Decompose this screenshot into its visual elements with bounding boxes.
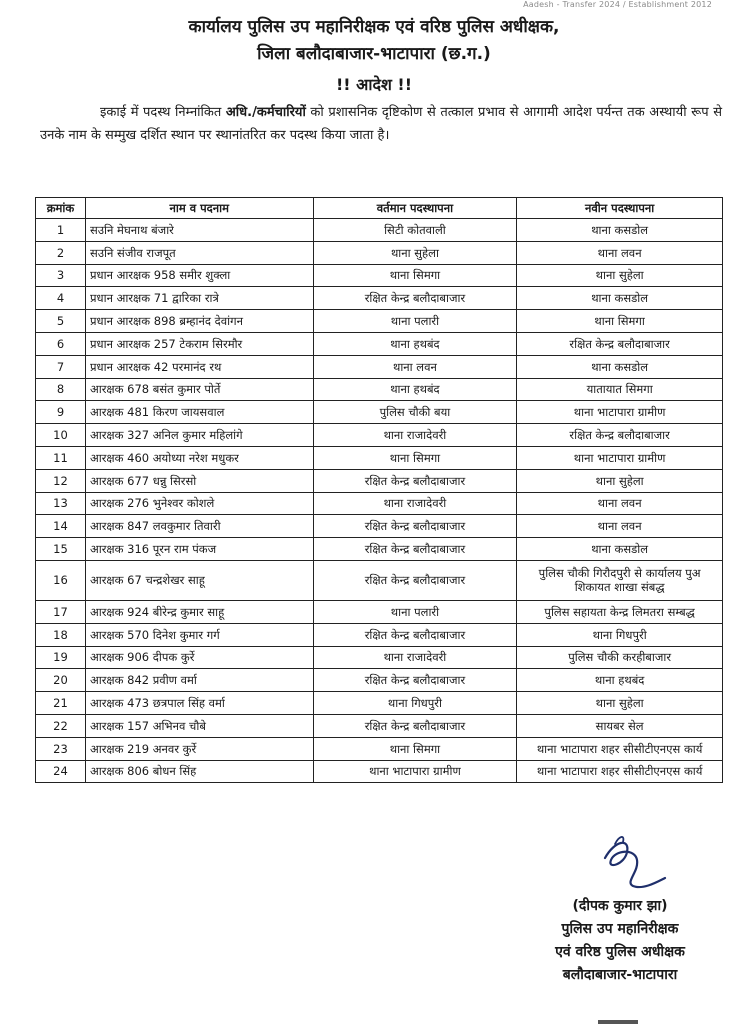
table-row: [36, 515, 723, 538]
name-cell: आरक्षक 67 चन्द्रशेखर साहू: [85, 560, 313, 600]
serial-cell: 5: [36, 310, 86, 333]
table-row: [36, 355, 723, 378]
name-cell: आरक्षक 327 अनिल कुमार महिलांगे: [85, 424, 313, 447]
serial-cell: 12: [36, 469, 86, 492]
name-cell: आरक्षक 678 बसंत कुमार पोर्ते: [85, 378, 313, 401]
table-row: [36, 241, 723, 264]
name-cell: आरक्षक 570 दिनेश कुमार गर्ग: [85, 623, 313, 646]
table-row: [36, 332, 723, 355]
new-posting-cell: सायबर सेल: [517, 714, 723, 737]
transfer-table: [35, 197, 723, 783]
signatory-place: बलौदाबाजार-भाटापारा: [562, 967, 678, 983]
name-cell: आरक्षक 316 पूरन राम पंकज: [85, 538, 313, 561]
order-title: !! आदेश !!: [335, 75, 413, 94]
new-posting-cell: थाना सुहेला: [517, 469, 723, 492]
table-row: [36, 310, 723, 333]
serial-cell: 13: [36, 492, 86, 515]
new-posting-cell: थाना कसडोल: [517, 538, 723, 561]
serial-cell: 23: [36, 737, 86, 760]
name-cell: आरक्षक 219 अनवर कुर्रे: [85, 737, 313, 760]
new-posting-cell: थाना भाटापारा ग्रामीण: [517, 401, 723, 424]
current-posting-cell: थाना राजादेवरी: [313, 424, 517, 447]
table-row: [36, 401, 723, 424]
table-row: [36, 646, 723, 669]
name-cell: प्रधान आरक्षक 42 परमानंद रथ: [85, 355, 313, 378]
current-posting-cell: थाना सुहेला: [313, 241, 517, 264]
name-cell: सउनि मेघनाथ बंजारे: [85, 219, 313, 242]
name-cell: आरक्षक 481 किरण जायसवाल: [85, 401, 313, 424]
serial-cell: 14: [36, 515, 86, 538]
current-posting-cell: पुलिस चौकी बया: [313, 401, 517, 424]
table-row: [36, 538, 723, 561]
current-posting-cell: थाना सिमगा: [313, 264, 517, 287]
serial-cell: 3: [36, 264, 86, 287]
serial-cell: 17: [36, 600, 86, 623]
new-posting-cell: यातायात सिमगा: [517, 378, 723, 401]
table-row: [36, 219, 723, 242]
current-posting-cell: रक्षित केन्द्र बलौदाबाजार: [313, 560, 517, 600]
current-posting-cell: थाना हथबंद: [313, 378, 517, 401]
intro-bold: अधि./कर्मचारियों: [225, 105, 306, 120]
new-posting-cell: रक्षित केन्द्र बलौदाबाजार: [517, 332, 723, 355]
serial-cell: 6: [36, 332, 86, 355]
table-row: [36, 492, 723, 515]
new-posting-cell: पुलिस चौकी गिरौदपुरी से कार्यालय पुअ शिकायत शाखा संबद्ध: [517, 560, 723, 600]
name-cell: आरक्षक 847 लवकुमार तिवारी: [85, 515, 313, 538]
table-row: [36, 760, 723, 783]
current-posting-cell: रक्षित केन्द्र बलौदाबाजार: [313, 287, 517, 310]
table-header-row: [36, 198, 723, 219]
new-posting-cell: थाना लवन: [517, 515, 723, 538]
serial-cell: 20: [36, 669, 86, 692]
name-cell: प्रधान आरक्षक 898 ब्रम्हानंद देवांगन: [85, 310, 313, 333]
new-posting-cell: थाना कसडोल: [517, 219, 723, 242]
current-posting-cell: थाना राजादेवरी: [313, 492, 517, 515]
col-current-posting: वर्तमान पदस्थापना: [313, 198, 517, 219]
name-cell: आरक्षक 276 भुनेश्वर कोशले: [85, 492, 313, 515]
current-posting-cell: रक्षित केन्द्र बलौदाबाजार: [313, 623, 517, 646]
current-posting-cell: थाना पलारी: [313, 310, 517, 333]
name-cell: आरक्षक 806 बोधन सिंह: [85, 760, 313, 783]
handwritten-signature: [585, 830, 675, 900]
name-cell: प्रधान आरक्षक 71 द्वारिका रात्रे: [85, 287, 313, 310]
name-cell: आरक्षक 677 धन्नु सिरसो: [85, 469, 313, 492]
signatory-designation-1: पुलिस उप महानिरीक्षक: [561, 921, 679, 937]
table-row: [36, 737, 723, 760]
district-title: जिला बलौदाबाजार-भाटापारा (छ.ग.): [257, 44, 491, 64]
serial-cell: 24: [36, 760, 86, 783]
table-row: [36, 623, 723, 646]
current-posting-cell: थाना लवन: [313, 355, 517, 378]
table-row: [36, 560, 723, 600]
office-title: कार्यालय पुलिस उप महानिरीक्षक एवं वरिष्ठ पुलिस अधीक्षक,: [188, 17, 560, 37]
new-posting-cell: थाना भाटापारा शहर सीसीटीएनएस कार्य: [517, 737, 723, 760]
new-posting-cell: थाना सिमगा: [517, 310, 723, 333]
name-cell: आरक्षक 924 बीरेन्द्र कुमार साहू: [85, 600, 313, 623]
name-cell: आरक्षक 157 अभिनव चौबे: [85, 714, 313, 737]
col-new-posting: नवीन पदस्थापना: [517, 198, 723, 219]
table-row: [36, 669, 723, 692]
signature-block: [520, 895, 720, 987]
serial-cell: 2: [36, 241, 86, 264]
current-posting-cell: थाना सिमगा: [313, 446, 517, 469]
name-cell: आरक्षक 906 दीपक कुर्रे: [85, 646, 313, 669]
serial-cell: 4: [36, 287, 86, 310]
intro-part1: इकाई में पदस्थ निम्नांकित: [100, 105, 226, 120]
current-posting-cell: थाना पलारी: [313, 600, 517, 623]
new-posting-cell: पुलिस चौकी करहीबाजार: [517, 646, 723, 669]
col-serial: क्रमांक: [36, 198, 86, 219]
current-posting-cell: रक्षित केन्द्र बलौदाबाजार: [313, 515, 517, 538]
new-posting-cell: थाना सुहेला: [517, 692, 723, 715]
current-posting-cell: थाना गिधपुरी: [313, 692, 517, 715]
table-row: [36, 469, 723, 492]
table-row: [36, 446, 723, 469]
table-body: [36, 219, 723, 783]
serial-cell: 9: [36, 401, 86, 424]
name-cell: आरक्षक 460 अयोध्या नरेश मधुकर: [85, 446, 313, 469]
new-posting-cell: थाना कसडोल: [517, 287, 723, 310]
new-posting-cell: थाना भाटापारा ग्रामीण: [517, 446, 723, 469]
serial-cell: 16: [36, 560, 86, 600]
serial-cell: 22: [36, 714, 86, 737]
serial-cell: 15: [36, 538, 86, 561]
new-posting-cell: थाना लवन: [517, 492, 723, 515]
name-cell: प्रधान आरक्षक 257 टेकराम सिरमौर: [85, 332, 313, 355]
current-posting-cell: रक्षित केन्द्र बलौदाबाजार: [313, 714, 517, 737]
table-row: [36, 692, 723, 715]
table-row: [36, 600, 723, 623]
page-bottom-fragment: [598, 1020, 638, 1024]
name-cell: सउनि संजीव राजपूत: [85, 241, 313, 264]
table-row: [36, 378, 723, 401]
table-row: [36, 264, 723, 287]
intro-part2: को प्रशासनिक दृष्टिकोण से तत्काल प्रभाव से आगामी आदेश पर्यन्त तक अस्थायी रूप से उनके नाम के सम्मुख दर्शित स्थान पर स्थानांतरित कर पदस्थ किया जाता है।: [40, 105, 722, 143]
serial-cell: 10: [36, 424, 86, 447]
new-posting-cell: पुलिस सहायता केन्द्र लिमतरा सम्बद्ध: [517, 600, 723, 623]
col-name: नाम व पदनाम: [85, 198, 313, 219]
name-cell: आरक्षक 842 प्रवीण वर्मा: [85, 669, 313, 692]
new-posting-cell: थाना भाटापारा शहर सीसीटीएनएस कार्य: [517, 760, 723, 783]
table-row: [36, 287, 723, 310]
name-cell: प्रधान आरक्षक 958 समीर शुक्ला: [85, 264, 313, 287]
new-posting-cell: रक्षित केन्द्र बलौदाबाजार: [517, 424, 723, 447]
current-posting-cell: थाना सिमगा: [313, 737, 517, 760]
new-posting-cell: थाना लवन: [517, 241, 723, 264]
new-posting-cell: थाना गिधपुरी: [517, 623, 723, 646]
serial-cell: 7: [36, 355, 86, 378]
current-posting-cell: थाना राजादेवरी: [313, 646, 517, 669]
serial-cell: 21: [36, 692, 86, 715]
serial-cell: 19: [36, 646, 86, 669]
current-posting-cell: रक्षित केन्द्र बलौदाबाजार: [313, 469, 517, 492]
intro-paragraph: [40, 101, 722, 147]
serial-cell: 18: [36, 623, 86, 646]
table-row: [36, 424, 723, 447]
serial-cell: 11: [36, 446, 86, 469]
new-posting-cell: थाना सुहेला: [517, 264, 723, 287]
serial-cell: 8: [36, 378, 86, 401]
current-posting-cell: थाना हथबंद: [313, 332, 517, 355]
current-posting-cell: सिटी कोतवाली: [313, 219, 517, 242]
table-row: [36, 714, 723, 737]
top-reference: Aadesh - Transfer 2024 / Establishment 2012: [523, 0, 712, 9]
current-posting-cell: रक्षित केन्द्र बलौदाबाजार: [313, 669, 517, 692]
name-cell: आरक्षक 473 छत्रपाल सिंह वर्मा: [85, 692, 313, 715]
new-posting-cell: थाना हथबंद: [517, 669, 723, 692]
current-posting-cell: रक्षित केन्द्र बलौदाबाजार: [313, 538, 517, 561]
new-posting-cell: थाना कसडोल: [517, 355, 723, 378]
serial-cell: 1: [36, 219, 86, 242]
current-posting-cell: थाना भाटापारा ग्रामीण: [313, 760, 517, 783]
signatory-designation-2: एवं वरिष्ठ पुलिस अधीक्षक: [555, 944, 685, 960]
signatory-name: (दीपक कुमार झा): [572, 898, 668, 914]
